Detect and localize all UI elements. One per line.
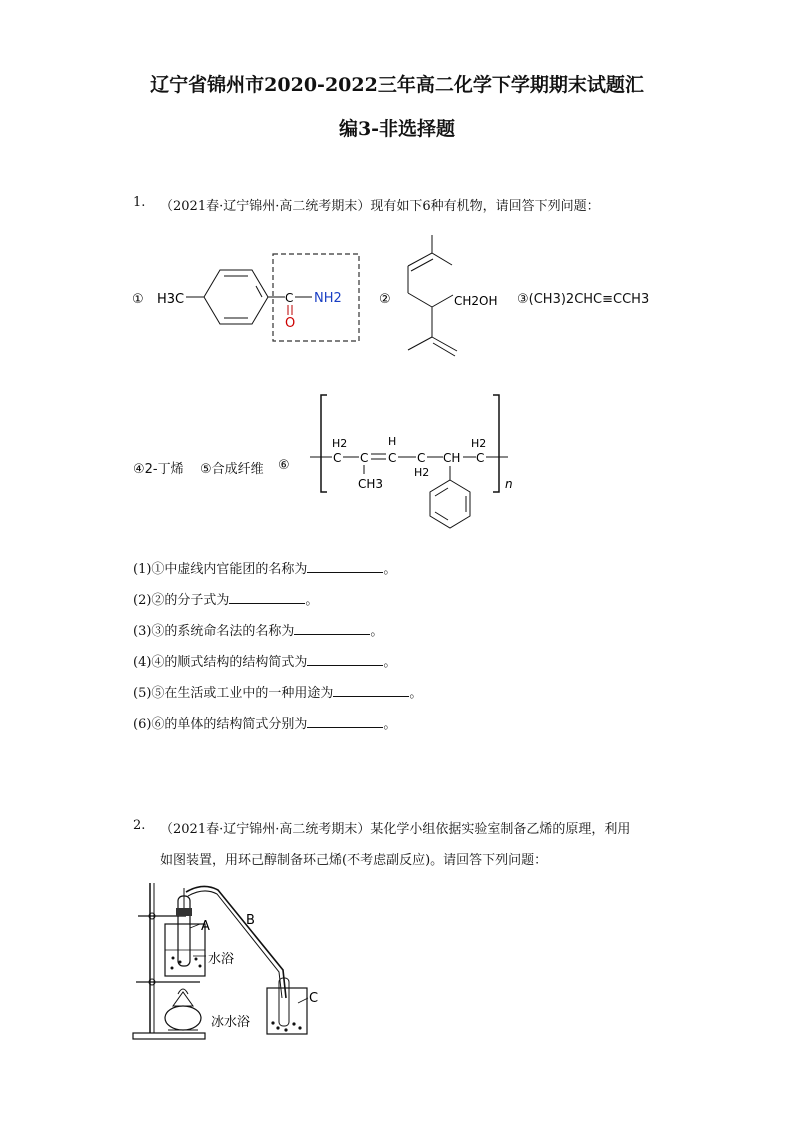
answer-blank-2[interactable] xyxy=(229,592,305,604)
q1-stem: （2021春·辽宁锦州·高二统考期末）现有如下6种有机物，请回答下列问题： xyxy=(160,199,600,214)
label-water-bath: 水浴 xyxy=(208,952,235,967)
q1-sub-5: (5)⑤在生活或工业中的一种用途为 。 xyxy=(133,686,423,701)
q2-number: 2. xyxy=(133,818,146,833)
answer-blank-3[interactable] xyxy=(294,623,370,635)
poly-c-a: C xyxy=(333,451,342,465)
poly-c-d: C xyxy=(417,451,426,465)
m2-label: ② xyxy=(379,292,391,307)
poly-h: H xyxy=(388,435,397,448)
answer-blank-1[interactable] xyxy=(307,561,383,573)
doc-title-line2: 编3-非选择题 xyxy=(338,118,456,140)
poly-ch: CH xyxy=(443,451,461,465)
m1-nh2: NH2 xyxy=(314,291,342,306)
molecule-2-structure xyxy=(375,225,515,370)
poly-c-b: C xyxy=(360,451,369,465)
poly-h2-b: H2 xyxy=(471,437,487,450)
molecule-6-label: ⑥ xyxy=(278,458,290,473)
q2-stem-line2: 如图装置，用环己醇制备环己烯(不考虑副反应)。请回答下列问题： xyxy=(160,853,548,868)
m1-oxygen: O xyxy=(285,316,296,331)
doc-title-line1: 辽宁省锦州市2020-2022三年高二化学下学期期末试题汇 xyxy=(150,74,644,96)
answer-blank-6[interactable] xyxy=(307,716,383,728)
poly-ch3: CH3 xyxy=(358,477,384,491)
m1-carbon: C xyxy=(285,291,294,305)
answer-blank-5[interactable] xyxy=(333,685,409,697)
poly-n: n xyxy=(505,477,513,491)
apparatus-diagram xyxy=(128,878,338,1048)
poly-c-e: C xyxy=(476,451,485,465)
answer-blank-4[interactable] xyxy=(307,654,383,666)
polymer-6-structure xyxy=(300,390,530,535)
molecule-1-structure xyxy=(130,245,370,345)
poly-h2-a: H2 xyxy=(332,437,348,450)
poly-c-c: C xyxy=(388,451,397,465)
m1-label: ① xyxy=(132,292,144,307)
q1-sub-6: (6)⑥的单体的结构简式分别为 。 xyxy=(133,717,397,732)
q2-stem-line1: （2021春·辽宁锦州·高二统考期末）某化学小组依据实验室制备乙烯的原理，利用 xyxy=(160,822,631,837)
molecule-5-label: ⑤合成纤维 xyxy=(200,462,264,477)
q1-sub-1: (1)①中虚线内官能团的名称为 。 xyxy=(133,562,397,577)
molecule-3-formula: ③(CH3)2CHC≡CCH3 xyxy=(517,292,650,307)
label-c: C xyxy=(309,991,319,1006)
q1-number: 1. xyxy=(133,195,146,210)
label-a: A xyxy=(201,919,210,934)
poly-h2-c: H2 xyxy=(414,466,430,479)
label-ice-bath: 冰水浴 xyxy=(211,1015,251,1030)
m1-h3c: H3C xyxy=(157,292,185,307)
q1-sub-2: (2)②的分子式为 。 xyxy=(133,593,319,608)
m2-ch2oh: CH2OH xyxy=(454,294,498,308)
molecule-4-label: ④2-丁烯 xyxy=(133,462,184,477)
q1-sub-4: (4)④的顺式结构的结构简式为 。 xyxy=(133,655,397,670)
label-b: B xyxy=(246,913,255,928)
q1-sub-3: (3)③的系统命名法的名称为 。 xyxy=(133,624,384,639)
